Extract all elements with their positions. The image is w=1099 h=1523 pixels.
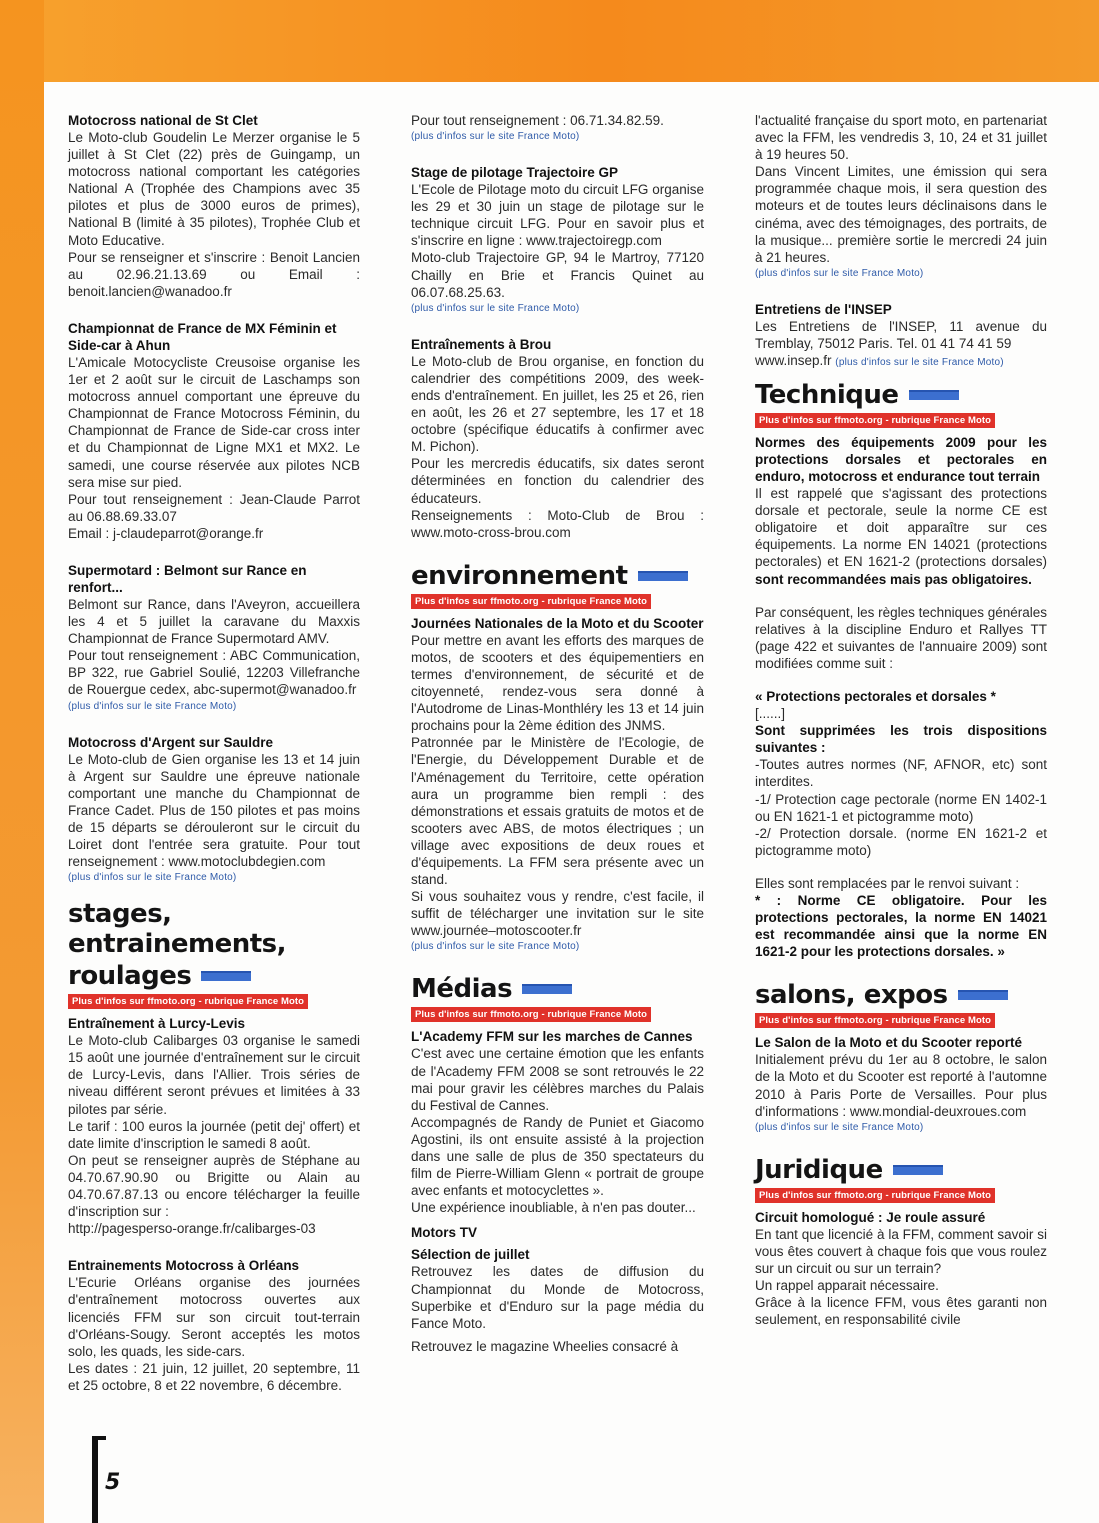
article-body: Le Moto-club Calibarges 03 organise le samedi 15 août une journée d'entraînement sur le circuit de Lurcy-Levis, dans l'Allier. Trois séries de niveau différent seront prévues et limitées à 33 pilotes par série. Le tarif : 100 euros la journée (petit dej' offert) et date limite d'inscription le samedi 8 août. On peut se renseigner auprès de Stéphane au 04.70.67.90.90 ou Brigitte ou Alain au 04.70.67.87.13 ou encore télécharger la feuille d'inscription sur : http://pagesperso-orange.fr/calibarges-03 [68, 1033, 360, 1237]
article-motocross-argent [68, 734, 360, 886]
article-body: L'Ecole de Pilotage moto du circuit LFG organise les 29 et 30 juin un stage de pilotage sur le technique circuit LFG. Pour en savoir plus et s'inscrire en ligne : www.trajectoiregp.com Moto-club Trajectoire GP, 94 le Martroy, 77120 Chailly en Brie et Francis Quinet au 06.07.68.25.63. [411, 182, 704, 300]
section-bar-decoration [201, 971, 251, 981]
ffmoto-banner[interactable]: Plus d'infos sur ffmoto.org - rubrique France Moto [411, 594, 651, 609]
article-title: Entretiens de l'INSEP [755, 301, 892, 317]
section-technique [755, 380, 1047, 434]
article-body: Le Moto-club de Brou organise, en fonction du calendrier des compétitions 2009, des week-ends d'entraînement. En juillet, les 25 et 26, rien en août, les 26 et 27 septembre, les 17 et 18 octobre (spécifique éducatifs à confirmer avec M. Pichon). Pour les mercredis éducatifs, six dates seront déterminées en fonction du calendrier des éducateurs. Renseignements : Moto-Club de Brou : www.moto-cross-brou.com [411, 353, 704, 540]
section-juridique [755, 1155, 1047, 1209]
ffmoto-banner[interactable]: Plus d'infos sur ffmoto.org - rubrique France Moto [755, 413, 995, 428]
article-normes-equipements [755, 434, 1047, 960]
section-title: Médias [411, 974, 513, 1005]
insep-url-line [755, 352, 1047, 370]
more-info-link[interactable]: (plus d'infos sur le site France Moto) [835, 357, 1004, 369]
left-orange-band [0, 0, 44, 1523]
article-body: C'est avec une certaine émotion que les enfants de l'Academy FFM 2008 se sont retrouvés le 22 mai pour gravir les célèbres marches du Palais du Festival de Cannes. Accompagnés de Randy de Puniet et Giacomo Agostini, ils ont ensuite assisté à la projection dans une salle de plus de 350 spectateurs du film de Pierre-William Glenn « portrait de groupe avec enfants et motocyclettes ». Une expérience inoubliable, à n'en pas douter... [411, 1046, 704, 1216]
article-motors-tv [411, 1224, 704, 1354]
section-title: Juridique [755, 1154, 883, 1185]
article-title: L'Academy FFM sur les marches de Cannes [411, 1029, 693, 1045]
normes-paragraph: Il est rappelé que s'agissant des protections dorsale et pectorale, seule la norme CE est obligatoire et doit apparaître sur ces équipements. La norme EN 14021 (protections pectorales) et EN 1621-2 (protections dorsales) sont recommandées mais pas obligatoires. [755, 486, 1047, 587]
article-body: Le Moto-club de Gien organise les 13 et 14 juin à Argent sur Sauldre une épreuve nationale comportant une manche du Championnat de France Cadet. Plus de 150 pilotes et pas moins de 15 départs se dérouleront sur le circuit du Loiret dont l'entrée sera gratuite. Pour tout renseignement : www.motoclubdegien.com [68, 751, 360, 870]
article-lurcy-levis [68, 1015, 360, 1237]
ffmoto-banner[interactable]: Plus d'infos sur ffmoto.org - rubrique France Moto [411, 1007, 651, 1022]
column-3 [755, 112, 1047, 1348]
article-motocross-st-clet [68, 112, 360, 300]
article-continued [755, 112, 1047, 281]
article-mx-feminin-ahun [68, 320, 360, 542]
article-body: l'actualité française du sport moto, en partenariat avec la FFM, les vendredis 3, 10, 24 et 31 juillet à 19 heures 50. Dans Vincent Limites, une émission qui sera programmée chaque mois, il sera question des moteurs et de toutes leurs déclinaisons dans le cinéma, avec des témoignages, des portraits, de la musique... première sortie le mercredi 24 juin à 21 heures. [755, 113, 1047, 265]
article-body: Retrouvez les dates de diffusion du Championnat du Monde de Motocross, Superbike et d'Enduro sur la page média du Fance Moto. Retrouvez le magazine Wheelies consacré à [411, 1264, 704, 1354]
article-body: Pour mettre en avant les efforts des marques de motos, de scooters et des équipementiers en termes d'environnement, de sécurité et de citoyenneté, rendez-vous sera donné à l'Autodrome de Linas-Monthléry les 13 et 14 juin prochains pour la 2ème édition des JNMS. Patronnée par le Ministère de l'Ecologie, de l'Energie, du Développement Durable et de l'Aménagement du Territoire, cette opération aura un programme bien rempli : des démonstrations et essais gratuits de motos et de scooters avec ABS, de motos électriques ; un village avec expositions de deux roues et d'équipements. La FFM sera présente avec un stand. Si vous souhaitez vous y rendre, c'est facile, il suffit de télécharger une invitation sur le site www.journée–motoscooter.fr [411, 632, 704, 939]
article-body: Les Entretiens de l'INSEP, 11 avenue du Tremblay, 75012 Paris. Tel. 01 41 74 41 59 www.insep.fr (plus d'infos sur le site France Moto) [755, 318, 1047, 369]
article-title: Supermotard : Belmont sur Rance en renfort... [68, 562, 307, 595]
article-body: Il est rappelé que s'agissant des protections dorsale et pectorale, seule la norme CE est obligatoire et doit apparaître sur ces équipements. La norme EN 14021 (protections pectorales) et EN 1621-2 (protections dorsales) sont recommandées mais pas obligatoires. Par conséquent, les règles techniques générales relatives à la discipline Enduro et Rallyes TT (page 422 et suivantes de l'annuaire 2009) sont modifiées comme suit : « Protections pectorales et dorsales * [......] Sont supprimées les trois dispositions suivantes : -Toutes autres normes (NF, AFNOR, etc) sont interdites. -1/ Protection cage pectorale (norme EN 1402-1 ou EN 1621-1 et pictogramme moto) -2/ Protection dorsale. (norme EN 1621-2 et pictogramme moto) Elles sont remplacées par le renvoi suivant : * : Norme CE obligatoire. Pour les protections pectorales, la norme EN 14021 est recommandée ainsi que la norme EN 1621-2 pour les protections dorsales. » [755, 486, 1047, 960]
more-info-link[interactable]: (plus d'infos sur le site France Moto) [68, 700, 237, 712]
article-insep [755, 301, 1047, 370]
article-circuit-homologue [755, 1209, 1047, 1329]
section-header [755, 380, 1047, 410]
section-stages [68, 899, 360, 1015]
article-title: Circuit homologué : Je roule assuré [755, 1209, 986, 1225]
more-info-link[interactable]: (plus d'infos sur le site France Moto) [411, 302, 580, 314]
section-bar-decoration [893, 1165, 943, 1175]
section-title: stages, entrainements, [68, 899, 287, 960]
article-title: Championnat de France de MX Féminin et Side-car à Ahun [68, 320, 337, 353]
article-title: Entraînement à Lurcy-Levis [68, 1016, 246, 1032]
section-environnement [411, 561, 704, 615]
section-title: Technique [755, 380, 899, 411]
section-header [755, 1155, 1047, 1185]
ffmoto-banner[interactable]: Plus d'infos sur ffmoto.org - rubrique France Moto [755, 1188, 995, 1203]
section-header [755, 980, 1047, 1010]
section-bar-decoration [958, 990, 1008, 1000]
page-number: 5 [105, 1470, 121, 1495]
article-supermotard-belmont [68, 562, 360, 714]
article-academy-cannes [411, 1028, 704, 1216]
article-salon-moto [755, 1034, 1047, 1134]
article-brou [411, 336, 704, 541]
article-title: Entraînements à Brou [411, 336, 552, 352]
ffmoto-banner[interactable]: Plus d'infos sur ffmoto.org - rubrique France Moto [68, 994, 308, 1009]
article-body: Belmont sur Rance, dans l'Aveyron, accueillera les 4 et 5 juillet la caravane du Maxxis Championnat de France Supermotard AMV. Pour tout renseignement : ABC Communication, BP 322, rue Gabriel Soulié, 12203 Villefranche de Rouergue cedex, abc-supermot@wanadoo.fr [68, 596, 360, 698]
section-title: salons, expos [755, 980, 948, 1011]
article-trajectoire-gp [411, 164, 704, 316]
article-title: Entrainements Motocross à Orléans [68, 1258, 300, 1274]
article-title: Normes des équipements 2009 pour les protections dorsales et pectorales en enduro, motocross et endurance tout terrain [755, 435, 1047, 485]
article-title: Le Salon de la Moto et du Scooter reporté [755, 1035, 1023, 1051]
top-orange-band [0, 0, 1099, 82]
article-title: Motocross national de St Clet [68, 113, 258, 128]
section-bar-decoration [909, 390, 959, 400]
section-salons [755, 980, 1047, 1034]
article-body: L'Amicale Motocycliste Creusoise organise les 1er et 2 août sur le circuit de Laschamps son motocross annuel comportant une épreuve du Championnat de France Motocross Féminin, du Championnat de France de Side-car cross inter et du Championnat de Ligne MX1 et MX2. Le samedi, une course réservée aux pilotes NCB sera mise sur pied. Pour tout renseignement : Jean-Claude Parrot au 06.88.69.33.07 Email : j-claudeparrot@orange.fr [68, 354, 360, 541]
insep-url[interactable]: www.insep.fr [755, 353, 832, 369]
article-body: Initialement prévu du 1er au 8 octobre, le salon de la Moto et du Scooter est reporté à l'automne 2010 à Paris Porte de Versailles. Pour plus d'informations : www.mondial-deuxroues.com [755, 1052, 1047, 1119]
section-title: environnement [411, 560, 628, 591]
ffmoto-banner[interactable]: Plus d'infos sur ffmoto.org - rubrique France Moto [755, 1013, 995, 1028]
article-jnms [411, 615, 704, 955]
section-bar-decoration [638, 571, 688, 581]
article-title: Motors TV [411, 1225, 477, 1241]
article-title: Motocross d'Argent sur Sauldre [68, 734, 273, 750]
section-title-line2 [68, 961, 360, 991]
section-medias [411, 974, 704, 1028]
section-bar-decoration [522, 984, 572, 994]
more-info-link[interactable]: (plus d'infos sur le site France Moto) [755, 1121, 924, 1133]
article-continued [411, 112, 704, 144]
more-info-link[interactable]: (plus d'infos sur le site France Moto) [68, 872, 237, 884]
article-subtitle: Sélection de juillet [411, 1247, 530, 1263]
article-body: En tant que licencié à la FFM, comment savoir si vous êtes couvert à chaque fois que vous roulez sur un circuit ou sur un terrain? Un rappel apparait nécessaire. Grâce à la licence FFM, vous êtes garanti non seulement, en responsabilité civile [755, 1226, 1047, 1328]
section-title-cont: roulages [68, 961, 192, 992]
article-title: Stage de pilotage Trajectoire GP [411, 165, 619, 181]
article-orleans [68, 1257, 360, 1394]
section-header [411, 561, 704, 591]
column-1 [68, 112, 360, 1414]
section-header [411, 974, 704, 1004]
more-info-link[interactable]: (plus d'infos sur le site France Moto) [411, 941, 580, 953]
column-2 [411, 112, 704, 1375]
article-body: Pour tout renseignement : 06.71.34.82.59. [411, 113, 664, 128]
article-title: Journées Nationales de la Moto et du Scooter [411, 615, 704, 631]
more-info-link[interactable]: (plus d'infos sur le site France Moto) [755, 267, 924, 279]
article-body: Le Moto-club Goudelin Le Merzer organise le 5 juillet à St Clet (22) près de Guingamp, un motocross national comportant les catégories National A (Trophée des Champions avec 35 pilotes et plus de 3000 euros de primes), National B (limité à 35 pilotes), Trophée Club et Moto Educative. Pour se renseigner et s'inscrire : Benoit Lancien au 02.96.21.13.69 ou Email : benoit.lancien@wanadoo.fr [68, 130, 360, 299]
article-body: L'Ecurie Orléans organise des journées d'entraînement motocross ouvertes aux licenciés FFM sur son circuit tout-terrain d'Orléans-Sougy. Seront acceptés les motos solo, les quads, les side-cars. Les dates : 21 juin, 12 juillet, 20 septembre, 11 et 25 octobre, 8 et 22 novembre, 6 décembre. [68, 1275, 360, 1393]
page-number-bracket [92, 1436, 98, 1523]
more-info-link[interactable]: (plus d'infos sur le site France Moto) [411, 131, 580, 143]
